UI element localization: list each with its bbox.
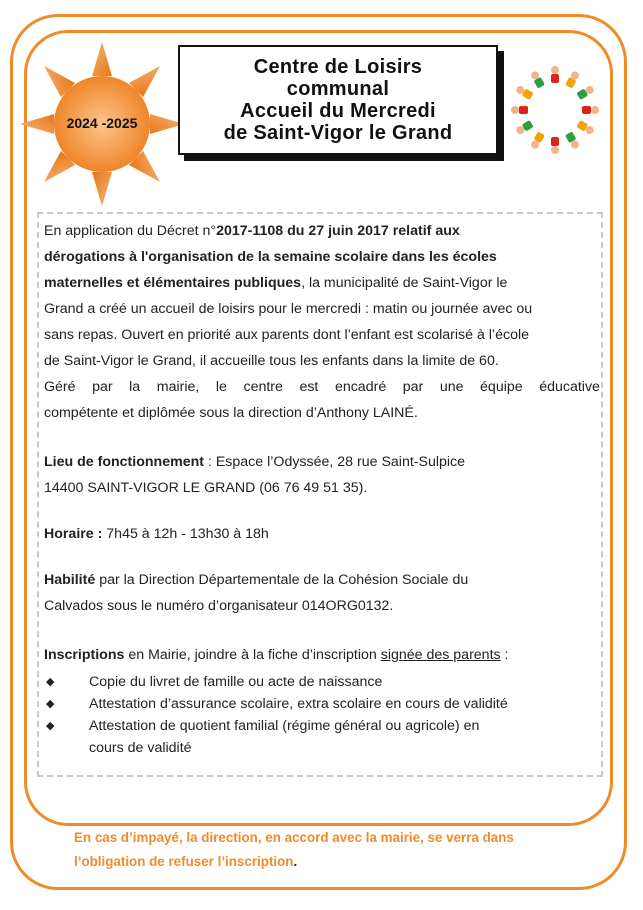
unpaid-warning (74, 826, 594, 874)
list-item (44, 693, 600, 715)
location-line-2: 14400 SAINT-VIGOR LE GRAND (06 76 49 51 35). (44, 480, 368, 496)
intro-paragraph (44, 218, 600, 426)
intro-line-4: Grand a créé un accueil de loisirs pour le mercredi : matin ou journée avec ou (44, 301, 533, 317)
intro-text-d: maternelles et élémentaires publiques (44, 275, 302, 291)
intro-line-3 (44, 270, 600, 296)
intro-word: par (92, 379, 113, 395)
title-line-1: Centre de Loisirs (253, 56, 423, 78)
intro-line-2: dérogations à l'organisation de la semaine scolaire dans les écoles (44, 249, 497, 265)
intro-line-6: de Saint-Vigor le Grand, il accueille tous les enfants dans la limite de 60. (44, 353, 499, 369)
bullet-icon: ◆ (46, 720, 55, 732)
approval-text: par la Direction Départementale de la Cohésion Sociale du (95, 572, 469, 588)
registration-label: Inscriptions (44, 647, 125, 663)
intro-word: Géré (44, 379, 76, 395)
intro-word: encadré (334, 379, 387, 395)
intro-line-1 (44, 218, 600, 244)
hours-value: 7h45 à 12h - 13h30 à 18h (102, 526, 269, 542)
intro-line-5: sans repas. Ouvert en priorité aux parents dont l’enfant est scolarisé à l’école (44, 327, 530, 343)
list-item-line-2: cours de validité (89, 740, 192, 756)
intro-line-8: compétente et diplômée sous la direction d’Anthony LAINÉ. (44, 405, 418, 421)
list-item (44, 715, 600, 759)
list-item-text: Attestation d’assurance scolaire, extra scolaire en cours de validité (89, 696, 508, 712)
registration-underlined: signée des parents (380, 647, 501, 663)
hours-section (44, 521, 600, 547)
intro-word: mairie, (156, 379, 200, 395)
intro-word: une (439, 379, 464, 395)
school-year: 2024 -2025 (66, 115, 138, 131)
list-item-line-1: Attestation de quotient familial (régime général ou agricole) en (89, 718, 480, 734)
approval-label: Habilité (44, 572, 96, 588)
warning-line-1: En cas d’impayé, la direction, en accord avec la mairie, se verra dans (74, 830, 514, 845)
warning-line-2: l’obligation de refuser l’inscription (74, 854, 294, 869)
intro-word: par (402, 379, 424, 395)
warning-period: . (293, 854, 298, 869)
title-line-2: communal (286, 78, 390, 100)
children-circle-icon (505, 60, 605, 160)
hours-label: Horaire : (44, 526, 103, 542)
location-label: Lieu de fonctionnement (44, 454, 205, 470)
registration-section (44, 642, 600, 668)
registration-colon: : (500, 647, 509, 663)
approval-line-2: Calvados sous le numéro d’organisateur 014ORG0132. (44, 598, 394, 614)
page-title (178, 45, 498, 155)
intro-text-a: En application du Décret n° (44, 223, 217, 239)
approval-section (44, 567, 600, 619)
location-section (44, 449, 600, 501)
title-line-4: de Saint-Vigor le Grand (223, 122, 453, 144)
bullet-icon: ◆ (46, 698, 55, 710)
intro-word: est (299, 379, 319, 395)
documents-list (44, 671, 600, 759)
intro-word: éducative (539, 379, 600, 395)
decree-reference: 2017-1108 du 27 juin 2017 relatif aux (216, 223, 460, 239)
list-item (44, 671, 600, 693)
location-address: : Espace l’Odyssée, 28 rue Saint-Sulpice (204, 454, 466, 470)
registration-text: en Mairie, joindre à la fiche d’inscription (124, 647, 381, 663)
intro-word: le (215, 379, 227, 395)
intro-word: équipe (480, 379, 523, 395)
intro-word: la (129, 379, 141, 395)
list-item-text (89, 715, 479, 759)
list-item-text: Copie du livret de famille ou acte de naissance (89, 674, 383, 690)
intro-word: centre (243, 379, 283, 395)
title-line-3: Accueil du Mercredi (240, 100, 436, 122)
bullet-icon: ◆ (46, 676, 55, 688)
intro-line-7 (44, 374, 600, 400)
intro-text-e: , la municipalité de Saint-Vigor le (301, 275, 508, 291)
